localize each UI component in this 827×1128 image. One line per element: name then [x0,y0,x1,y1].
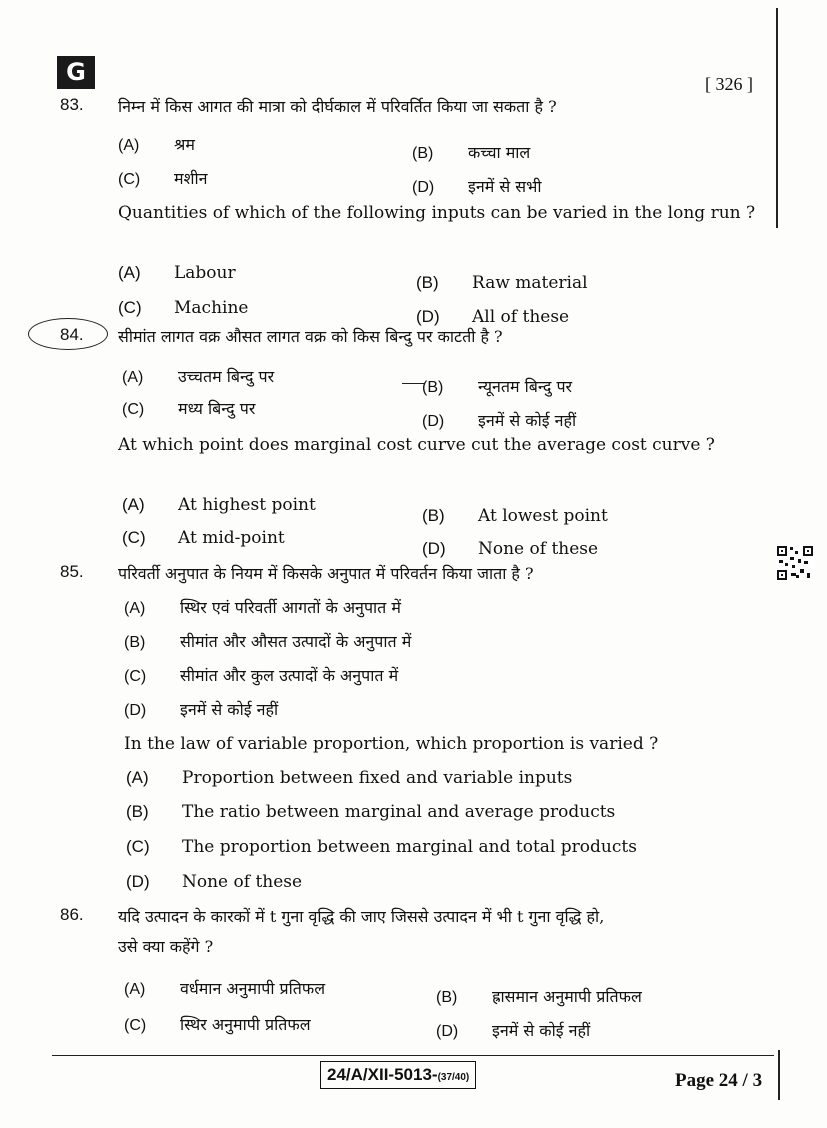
handwritten-tick-mark [402,383,424,384]
option-text: At mid-point [178,528,285,548]
option-b-english [126,802,615,822]
option-a-hindi [122,365,274,387]
option-c-hindi [124,1013,311,1035]
option-label: (B) [422,379,444,396]
option-c-english [122,528,285,548]
qr-code-icon [776,545,814,581]
option-label: (C) [124,668,147,685]
option-label: (D) [126,872,150,891]
option-label: (A) [124,600,146,617]
question-number: 84. [60,325,84,344]
option-text: सीमांत और कुल उत्पादों के अनुपात में [180,666,399,685]
paper-code [320,1061,476,1089]
option-text: उच्चतम बिन्दु पर [178,367,275,386]
option-a-english [118,263,236,283]
option-text: Machine [174,298,249,318]
option-label: (C) [124,1017,147,1034]
option-text: At highest point [178,495,316,515]
option-d-hindi [124,698,278,720]
option-label: (B) [422,506,445,525]
option-label: (B) [436,989,458,1006]
option-text: मशीन [174,169,208,188]
option-b-english [416,273,588,293]
option-text: None of these [478,539,599,559]
option-text: इनमें से कोई नहीं [180,700,279,719]
option-b-hindi [436,985,642,1007]
paper-code-suffix: (37/40) [437,1072,470,1083]
option-a-hindi [124,596,401,618]
question-english: In the law of variable proportion, which proportion is varied ? [124,734,659,754]
option-d-hindi [422,409,576,431]
margin-rule-bottom [778,1050,780,1100]
option-text: इनमें से कोई नहीं [492,1021,591,1040]
option-label: (D) [422,413,445,430]
paper-code-text: 24/A/XII-5013- [327,1065,438,1084]
option-label: (A) [118,263,141,282]
option-label: (C) [118,171,141,188]
question-number: 85. [60,562,84,581]
option-label: (A) [122,495,145,514]
option-c-hindi [124,664,398,686]
option-a-hindi [118,133,195,155]
option-label: (D) [416,307,440,326]
option-text: Labour [174,263,236,283]
set-badge: G [57,56,95,89]
option-label: (D) [124,702,147,719]
option-label: (D) [422,539,446,558]
option-text: कच्चा माल [468,143,531,162]
option-text: At lowest point [478,506,608,526]
option-b-hindi [422,375,572,397]
option-d-english [416,307,569,327]
question-english: Quantities of which of the following inputs can be varied in the long run ? [118,203,756,223]
option-b-hindi [412,141,530,163]
question-hindi-line2: उसे क्या कहेंगे ? [118,937,214,956]
option-d-english [126,872,302,892]
option-text: Proportion between fixed and variable inputs [182,768,573,788]
option-a-hindi [124,977,325,999]
option-label: (B) [124,634,146,651]
option-label: (D) [412,179,435,196]
option-text: स्थिर एवं परिवर्ती आगतों के अनुपात में [180,598,401,617]
option-text: स्थिर अनुमापी प्रतिफल [180,1015,311,1034]
question-english: At which point does marginal cost curve cut the average cost curve ? [118,435,715,455]
page-number: Page 24 / 3 [675,1070,763,1091]
option-label: (A) [122,369,144,386]
question-number: 86. [60,905,84,924]
margin-rule [776,8,778,228]
option-text: Raw material [472,273,588,293]
option-text: All of these [472,307,570,327]
option-text: इनमें से सभी [468,177,542,196]
option-text: The proportion between marginal and total products [182,837,637,857]
question-number: 83. [60,95,84,114]
option-label: (A) [118,137,140,154]
option-d-english [422,539,598,559]
option-label: (C) [122,401,145,418]
option-text: वर्धमान अनुमापी प्रतिफल [180,979,326,998]
option-text: न्यूनतम बिन्दु पर [478,377,573,396]
option-text: मध्य बिन्दु पर [178,399,256,418]
option-d-hindi [412,175,542,197]
option-text: The ratio between marginal and average products [182,802,616,822]
option-label: (D) [436,1023,459,1040]
question-hindi: सीमांत लागत वक्र औसत लागत वक्र को किस बिन्दु पर काटती है ? [118,327,503,346]
option-text: None of these [182,872,303,892]
option-label: (A) [126,768,149,787]
page-reference: [ 326 ] [705,74,753,94]
option-b-english [422,506,608,526]
option-label: (B) [412,145,434,162]
option-label: (C) [122,528,146,547]
option-c-hindi [118,167,207,189]
option-c-english [126,837,637,857]
option-label: (C) [126,837,150,856]
option-label: (B) [126,802,149,821]
option-text: सीमांत और औसत उत्पादों के अनुपात में [180,632,412,651]
option-a-english [122,495,316,515]
option-label: (C) [118,298,142,317]
footer-divider [52,1055,774,1056]
option-label: (A) [124,981,146,998]
option-label: (B) [416,273,439,292]
option-c-english [118,298,248,318]
question-hindi: निम्न में किस आगत की मात्रा को दीर्घकाल में परिवर्तित किया जा सकता है ? [118,97,557,116]
question-hindi-line1: यदि उत्पादन के कारकों में t गुना वृद्धि की जाए जिससे उत्पादन में भी t गुना वृद्धि हो, [118,907,605,926]
option-a-english [126,768,572,788]
option-c-hindi [122,397,255,419]
question-hindi: परिवर्ती अनुपात के नियम में किसके अनुपात में परिवर्तन किया जाता है ? [118,564,534,583]
option-d-hindi [436,1019,590,1041]
option-b-hindi [124,630,411,652]
option-text: इनमें से कोई नहीं [478,411,577,430]
option-text: ह्रासमान अनुमापी प्रतिफल [492,987,642,1006]
option-text: श्रम [174,135,195,154]
